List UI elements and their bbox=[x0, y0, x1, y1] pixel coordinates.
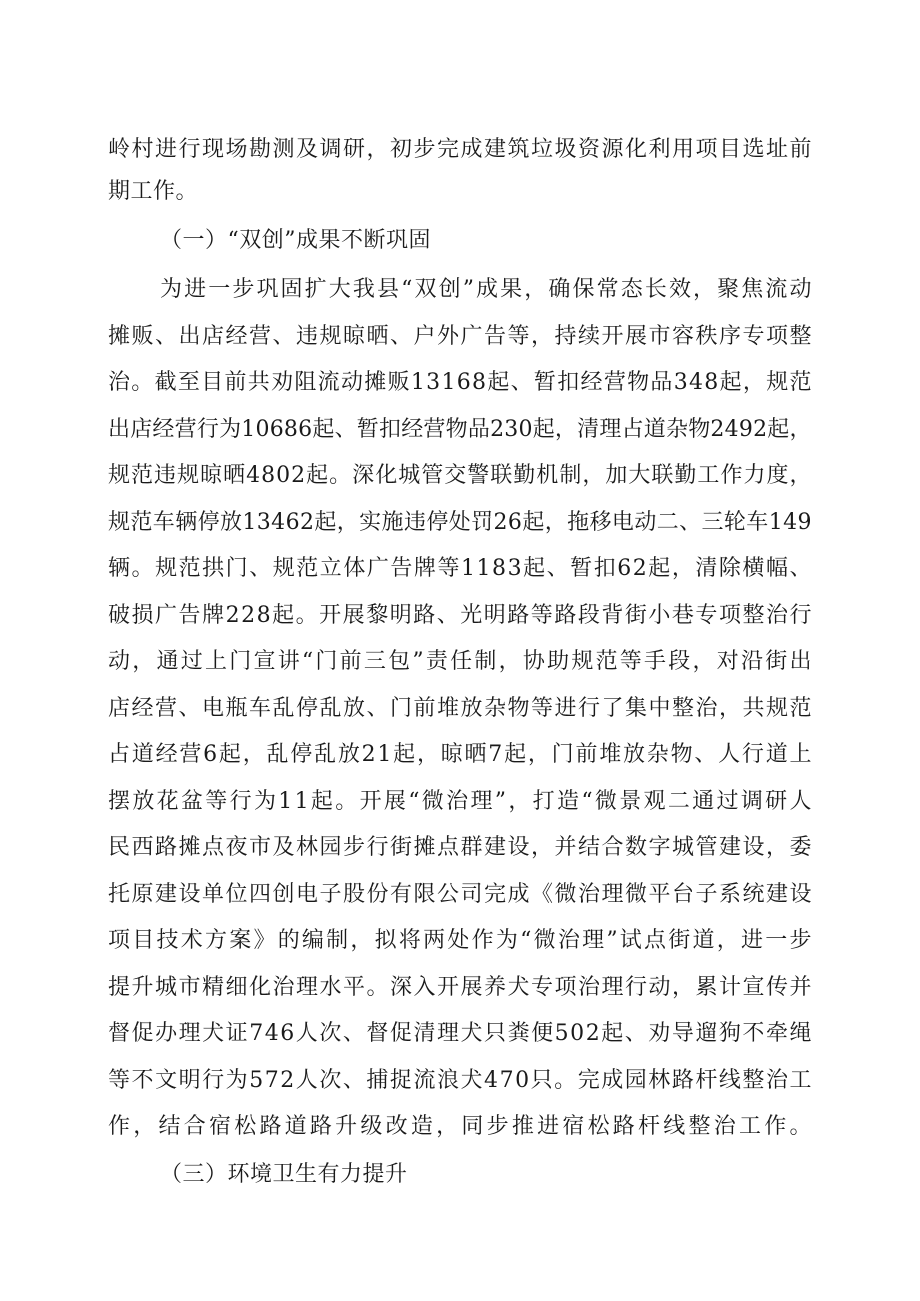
section-heading-text: （一）“双创”成果不断巩固 bbox=[160, 228, 431, 253]
text-line-content: 期工作。 bbox=[108, 179, 199, 204]
text-line bbox=[0, 456, 920, 496]
text-line bbox=[0, 549, 920, 589]
text-line bbox=[0, 317, 920, 357]
section-heading bbox=[0, 1155, 920, 1195]
text-line bbox=[0, 270, 920, 310]
text-line bbox=[0, 689, 920, 729]
text-line bbox=[0, 1014, 920, 1054]
text-line-content: 治。截至目前共劝阻流动摊贩13168起、暂扣经营物品348起，规范 bbox=[108, 370, 813, 395]
text-line bbox=[0, 782, 920, 822]
text-line-content: 作，结合宿松路道路升级改造，同步推进宿松路杆线整治工作。 bbox=[108, 1114, 815, 1139]
text-line-content: 店经营、电瓶车乱停乱放、门前堆放杂物等进行了集中整治，共规范 bbox=[108, 696, 813, 721]
text-line bbox=[0, 968, 920, 1008]
text-line bbox=[0, 503, 920, 543]
section-heading-text: （三）环境卫生有力提升 bbox=[160, 1162, 408, 1187]
text-line-content: 摊贩、出店经营、违规晾晒、户外广告等，持续开展市容秩序专项整 bbox=[108, 324, 813, 349]
text-line-content: 摆放花盆等行为11起。开展“微治理”，打造“微景观二通过调研人 bbox=[108, 789, 814, 814]
text-line-content: 占道经营6起，乱停乱放21起，晾晒7起，门前堆放杂物、人行道上 bbox=[108, 742, 814, 767]
text-line-content: 项目技术方案》的编制，拟将两处作为“微治理”试点街道，进一步 bbox=[108, 928, 814, 953]
text-line-content: 规范车辆停放13462起，实施违停处罚26起，拖移电动二、三轮车149 bbox=[108, 510, 812, 535]
text-line-content: 等不文明行为572人次、捕捉流浪犬470只。完成园林路杆线整治工 bbox=[108, 1068, 814, 1093]
text-line-content: 辆。规范拱门、规范立体广告牌等1183起、暂扣62起，清除横幅、 bbox=[108, 556, 814, 581]
text-line-content: 破损广告牌228起。开展黎明路、光明路等路段背街小巷专项整治行 bbox=[108, 603, 814, 628]
text-line-content: 规范违规晾晒4802起。深化城管交警联勤机制，加大联勤工作力度， bbox=[108, 463, 813, 488]
text-line bbox=[0, 363, 920, 403]
text-line bbox=[0, 1107, 920, 1147]
text-line bbox=[0, 1061, 920, 1101]
text-line bbox=[0, 875, 920, 915]
section-heading bbox=[0, 221, 920, 261]
text-line-content: 为进一步巩固扩大我县“双创”成果，确保常态长效，聚焦流动 bbox=[160, 277, 814, 302]
text-line-content: 岭村进行现场勘测及调研，初步完成建筑垃圾资源化利用项目选址前 bbox=[108, 137, 813, 162]
text-line-content: 托原建设单位四创电子股份有限公司完成《微治理微平台子系统建设 bbox=[108, 882, 813, 907]
text-line-content: 动，通过上门宣讲“门前三包”责任制，协助规范等手段，对沿街出 bbox=[108, 649, 814, 674]
text-line bbox=[0, 410, 920, 450]
text-line bbox=[0, 921, 920, 961]
text-line bbox=[0, 828, 920, 868]
text-line-content: 民西路摊点夜市及林园步行街摊点群建设，并结合数字城管建设，委 bbox=[108, 835, 813, 860]
text-line-content: 督促办理犬证746人次、督促清理犬只粪便502起、劝导遛狗不牵绳 bbox=[108, 1021, 814, 1046]
text-line bbox=[0, 130, 920, 170]
text-line bbox=[0, 735, 920, 775]
text-line bbox=[0, 642, 920, 682]
text-line-content: 提升城市精细化治理水平。深入开展养犬专项治理行动，累计宣传并 bbox=[108, 975, 813, 1000]
text-line-content: 出店经营行为10686起、暂扣经营物品230起，清理占道杂物2492起， bbox=[108, 417, 812, 442]
text-line bbox=[0, 172, 920, 212]
text-line bbox=[0, 596, 920, 636]
